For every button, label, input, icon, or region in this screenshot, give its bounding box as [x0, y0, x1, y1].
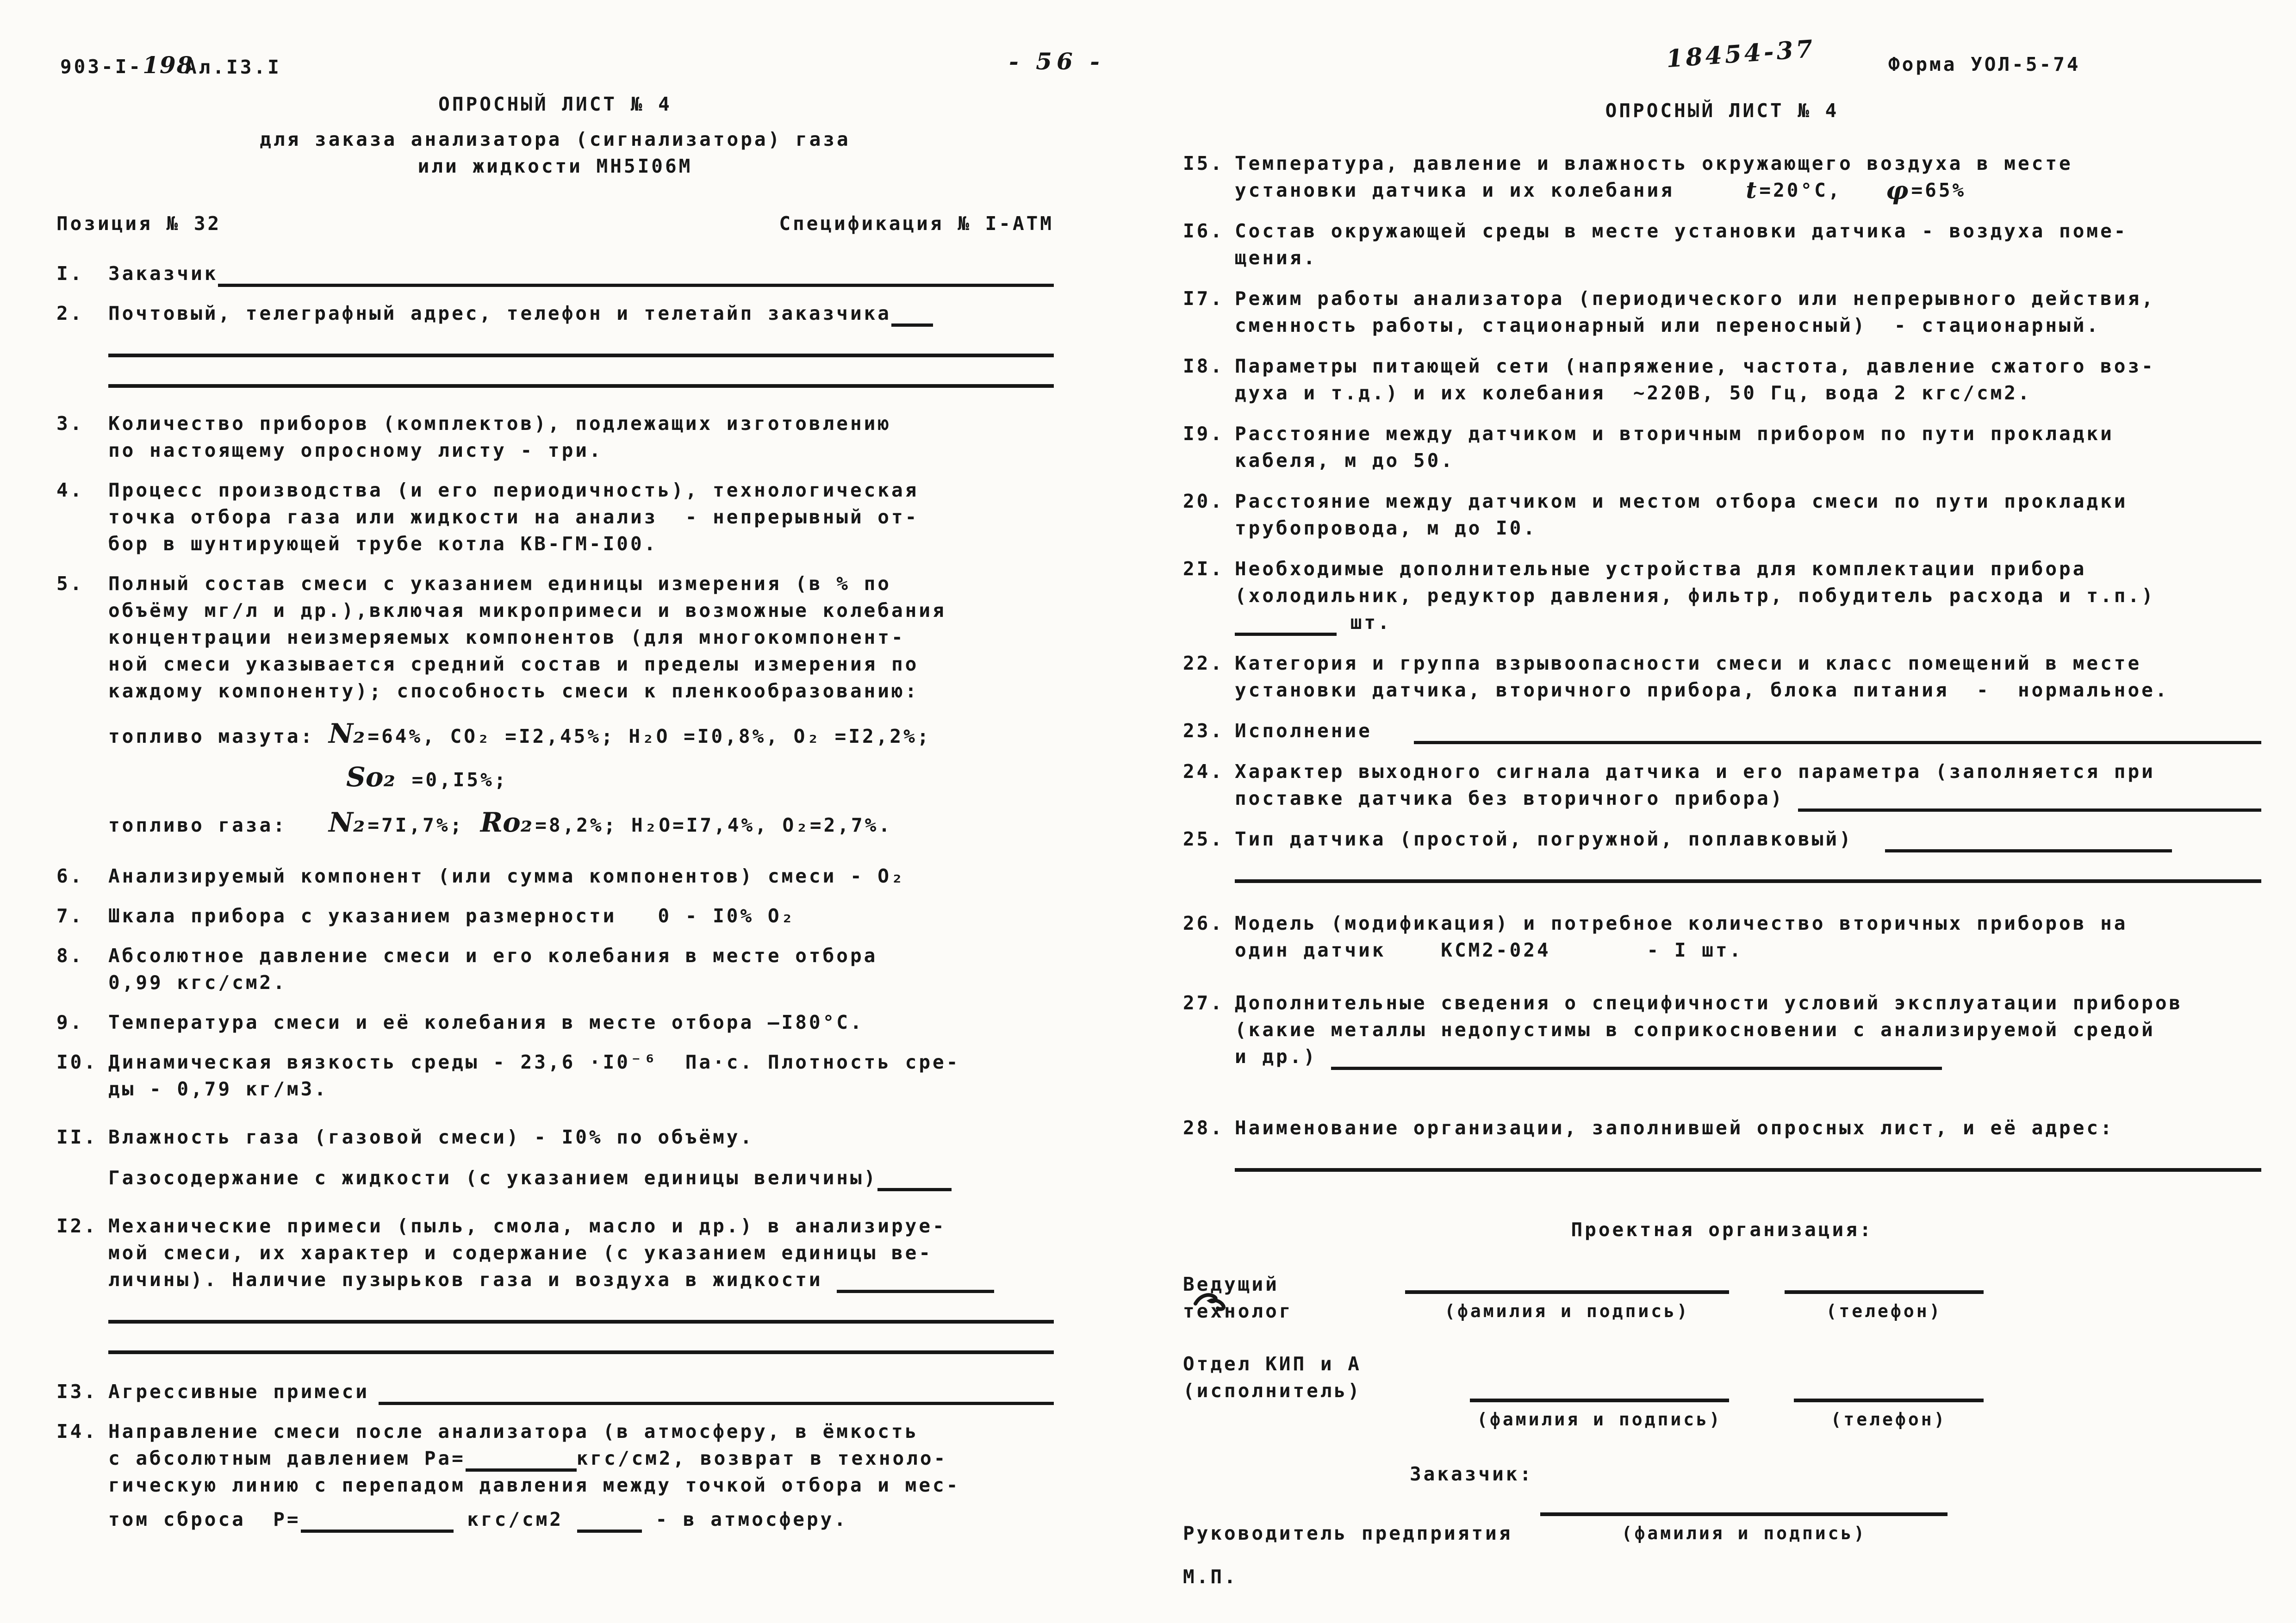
- item-number: 28.: [1183, 1117, 1225, 1139]
- fuel-gas-values-2: =8,2%; Н₂О=I7,4%, О₂=2,7%.: [535, 814, 892, 836]
- dept-label-line-1: Отдел КИП и А: [1183, 1353, 1362, 1375]
- handwritten-ro2-symbol: Rо₂: [480, 807, 533, 838]
- item-27-additional-info: [1183, 989, 2261, 1070]
- enterprise-head-label: Руководитель предприятия: [1183, 1522, 1513, 1544]
- item-5-line-5: каждому компоненту); способность смеси к пленкообразованию:: [108, 680, 919, 702]
- blank-field-pa: [466, 1447, 577, 1472]
- document-code: [60, 52, 193, 80]
- fuel-gas-label: топливо газа:: [108, 814, 287, 836]
- item-22-line-2: установки датчика, вторичного прибора, блока питания - нормальное.: [1235, 679, 2169, 701]
- item-number: 4.: [56, 479, 84, 501]
- item-14-line-4b: Р=: [273, 1508, 301, 1530]
- item-number: II.: [56, 1126, 98, 1148]
- item-15-temp-value: =20°С,: [1759, 179, 1883, 201]
- item-21-unit: шт.: [1337, 611, 1392, 634]
- item-12-line-2: мой смеси, их характер и содержание (с указанием единицы ве-: [108, 1242, 933, 1264]
- right-page-title: ОПРОСНЫЙ ЛИСТ № 4: [1605, 99, 1839, 122]
- item-14-line-4c: кгс/см2: [453, 1508, 577, 1530]
- enterprise-head-row: [1183, 1512, 2261, 1547]
- item-number: I8.: [1183, 355, 1225, 377]
- item-26-model: [1183, 910, 2261, 964]
- signature-line-name-2: [1470, 1399, 1729, 1402]
- item-3-line-2: по настоящему опросному листу - три.: [108, 439, 603, 461]
- item-15-ambient: [1183, 150, 2261, 204]
- item-13-aggressive: [56, 1378, 1054, 1405]
- item-number: 25.: [1183, 828, 1225, 850]
- item-4-line-3: бор в шунтирующей трубе котла КВ-ГМ-I00.: [108, 533, 658, 555]
- item-25-label: Тип датчика (простой, погружной, поплавковый): [1235, 828, 1867, 850]
- item-6-component: [56, 863, 1054, 889]
- item-1-label: Заказчик: [108, 262, 218, 285]
- item-number: I4.: [56, 1420, 98, 1443]
- item-number: 23.: [1183, 720, 1225, 742]
- item-7-scale: [56, 902, 1054, 929]
- item-22-line-1: Категория и группа взрывоопасности смеси и класс помещений в месте: [1235, 652, 2142, 674]
- item-4-process: [56, 477, 1054, 557]
- document-code-handwritten: 198: [143, 51, 194, 79]
- item-number: 20.: [1183, 490, 1225, 512]
- customer-title: Заказчик:: [1410, 1463, 1534, 1485]
- item-21-accessories: [1183, 555, 2261, 636]
- item-number: I9.: [1183, 423, 1225, 445]
- fuel-gas-row: [108, 809, 1054, 839]
- item-20-pipe-distance: [1183, 488, 2261, 541]
- fuel-gas-values-1: =7I,7%;: [367, 814, 478, 836]
- item-number: I2.: [56, 1215, 98, 1237]
- item-4-line-2: точка отбора газа или жидкости на анализ - непрерывный от-: [108, 506, 919, 528]
- item-8-line-2: 0,99 кгс/см2.: [108, 971, 287, 994]
- blank-line-sensor-type: [1235, 879, 2261, 883]
- design-org-title: Проектная организация:: [1571, 1219, 1873, 1241]
- handwritten-flourish-mark: [1192, 1289, 1238, 1321]
- item-14-line-2a: с абсолютным давлением Ра=: [108, 1447, 466, 1469]
- item-number: 9.: [56, 1011, 84, 1033]
- signature-line-name: [1405, 1290, 1729, 1294]
- item-18-line-2: духа и т.д.) и их колебания ~220В, 50 Гц, вода 2 кгс/см2.: [1235, 382, 2032, 404]
- item-11-text: Влажность газа (газовой смеси) - I0% по объёму.: [108, 1126, 754, 1148]
- handwritten-n2-symbol: N₂: [329, 807, 365, 838]
- item-27-line-3: и др.): [1235, 1045, 1318, 1068]
- item-18-power: [1183, 353, 2261, 406]
- item-number: I0.: [56, 1051, 98, 1073]
- handwritten-so2-symbol: Sо₂: [346, 761, 395, 793]
- item-24-line-1: Характер выходного сигнала датчика и его параметра (заполняется при: [1235, 760, 2155, 783]
- item-9-text: Температура смеси и её колебания в месте отбора —I80°С.: [108, 1011, 864, 1033]
- blank-field-signal: [1798, 787, 2261, 812]
- handwritten-t-symbol: t: [1746, 176, 1757, 204]
- handwritten-phi-symbol: φ: [1885, 175, 1909, 205]
- item-number: 2I.: [1183, 558, 1225, 580]
- item-23-label: Исполнение: [1235, 720, 1386, 742]
- blank-field-customer: [218, 262, 1054, 287]
- handwritten-n2-symbol: N₂: [329, 718, 365, 749]
- item-21-line-2: (холодильник, редуктор давления, фильтр, побудитель расхода и т.п.): [1235, 585, 2155, 607]
- fuel-so2-value: =0,I5%;: [398, 769, 508, 791]
- item-number: 24.: [1183, 760, 1225, 783]
- item-number: 27.: [1183, 992, 1225, 1014]
- handwritten-doc-number: 18454-37: [1665, 34, 1817, 74]
- item-5-line-3: концентрации неизмеряемых компонентов (для многокомпонент-: [108, 626, 905, 648]
- signature-line-phone-2: [1794, 1399, 1984, 1402]
- signature-caption-head: (фамилия и подпись): [1621, 1523, 1867, 1543]
- item-5-line-1: Полный состав смеси с указанием единицы измерения (в % по: [108, 572, 891, 595]
- blank-field-version: [1414, 720, 2261, 744]
- document-code-typed: 903-I-: [60, 56, 143, 78]
- item-18-line-1: Параметры питающей сети (напряжение, частота, давление сжатого воз-: [1235, 355, 2155, 377]
- item-12-line-1: Механические примеси (пыль, смола, масло и др.) в анализируе-: [108, 1215, 946, 1237]
- left-page-subtitle-2: или жидкости МН5I06М: [417, 155, 693, 177]
- item-number: 3.: [56, 412, 84, 435]
- blank-line-organization: [1235, 1168, 2261, 1172]
- item-17-mode: [1183, 285, 2261, 339]
- item-17-line-2: сменность работы, стационарный или переносный) - стационарный.: [1235, 314, 2101, 336]
- item-26-line-2: один датчик КСМ2-024 - I шт.: [1235, 939, 1743, 961]
- item-number: I3.: [56, 1380, 98, 1403]
- item-number: 6.: [56, 865, 84, 887]
- instrumentation-dept-row: [1183, 1350, 2261, 1433]
- signature-caption-phone-2: (телефон): [1830, 1409, 1947, 1430]
- item-15-humidity-value: =65%: [1911, 179, 1966, 201]
- item-8-pressure: [56, 942, 1054, 996]
- item-number: 22.: [1183, 652, 1225, 674]
- item-1-customer: [56, 260, 1054, 287]
- item-15-line-2: установки датчика и их колебания: [1235, 179, 1743, 201]
- item-number: I7.: [1183, 287, 1225, 310]
- item-16-environment: [1183, 218, 2261, 271]
- item-number: 26.: [1183, 912, 1225, 934]
- left-page-subtitle-1: для заказа анализатора (сигнализатора) газа: [260, 128, 851, 150]
- item-11-humidity: [56, 1124, 1054, 1191]
- blank-field-address-start: [891, 302, 933, 327]
- item-3-quantity: [56, 410, 1054, 464]
- item-number: I6.: [1183, 220, 1225, 242]
- item-14-line-1: Направление смеси после анализатора (в атмосферу, в ёмкость: [108, 1420, 919, 1443]
- item-19-cable-distance: [1183, 420, 2261, 474]
- item-2-address: [56, 300, 1054, 388]
- item-number: 2.: [56, 302, 84, 324]
- blank-line-impurities-2: [108, 1350, 1054, 1354]
- item-number: 5.: [56, 572, 84, 595]
- item-4-line-1: Процесс производства (и его периодичность), технологическая: [108, 479, 919, 501]
- item-10-line-2: ды - 0,79 кг/м3.: [108, 1078, 328, 1100]
- blank-field-p2: [577, 1508, 642, 1533]
- blank-field-impurities: [837, 1269, 994, 1293]
- item-27-line-2: (какие металлы недопустимы в соприкосновении с анализируемой средой: [1235, 1019, 2155, 1041]
- item-14-line-4a: том сброса: [108, 1508, 274, 1530]
- album-code: Ал.I3.I: [185, 56, 281, 78]
- item-7-text: Шкала прибора с указанием размерности 0 - I0% О₂: [108, 905, 796, 927]
- item-14-line-4d: - в атмосферу.: [641, 1508, 848, 1530]
- blank-field-p: [301, 1508, 454, 1533]
- signature-line-phone: [1785, 1290, 1984, 1294]
- left-page-title: ОПРОСНЫЙ ЛИСТ № 4: [438, 93, 672, 115]
- item-28-text: Наименование организации, заполнившей опросных лист, и её адрес:: [1235, 1117, 2114, 1139]
- blank-field-sensor-type: [1885, 828, 2172, 852]
- signature-line-head: [1540, 1512, 1948, 1516]
- item-17-line-1: Режим работы анализатора (периодического или непрерывного действия,: [1235, 287, 2155, 310]
- item-14-line-3: гическую линию с перепадом давления между точкой отбора и мес-: [108, 1474, 960, 1496]
- item-22-explosion-class: [1183, 650, 2261, 703]
- item-12-line-3: личины). Наличие пузырьков газа и воздуха в жидкости: [108, 1269, 823, 1291]
- item-23-version: [1183, 717, 2261, 744]
- item-19-line-1: Расстояние между датчиком и вторичным прибором по пути прокладки: [1235, 423, 2114, 445]
- item-number: 8.: [56, 945, 84, 967]
- blank-line-impurities-1: [108, 1320, 1054, 1324]
- item-number: 7.: [56, 905, 84, 927]
- item-15-line-1: Температура, давление и влажность окружающего воздуха в месте: [1235, 152, 2073, 174]
- item-26-line-1: Модель (модификация) и потребное количество вторичных приборов на: [1235, 912, 2128, 934]
- item-20-line-1: Расстояние между датчиком и местом отбора смеси по пути прокладки: [1235, 490, 2128, 512]
- position-label: Позиция № 32: [56, 212, 222, 235]
- item-10-line-1: Динамическая вязкость среды - 23,6 ·I0⁻⁶ Па·с. Плотность сре-: [108, 1051, 960, 1073]
- item-11-subtext: Газосодержание с жидкости (с указанием единицы величины): [108, 1167, 878, 1189]
- blank-field-qty: [1235, 611, 1337, 636]
- item-12-impurities: [56, 1213, 1054, 1354]
- blank-field-aggressive: [379, 1380, 1054, 1405]
- stamp-place-label: М.П.: [1183, 1566, 1238, 1588]
- item-25-sensor-type: [1183, 826, 2261, 883]
- specification-label: Спецификация № I-АТМ: [779, 212, 1054, 235]
- item-5-composition: [56, 570, 1054, 704]
- blank-field-additional: [1331, 1045, 1942, 1070]
- item-19-line-2: кабеля, м до 50.: [1235, 449, 1455, 472]
- fuel-mazut-row: [108, 720, 1054, 750]
- item-2-label: Почтовый, телеграфный адрес, телефон и телетайп заказчика: [108, 302, 891, 324]
- page-number: - 56 -: [1009, 48, 1104, 75]
- blank-line-address-1: [108, 354, 1054, 357]
- item-9-temperature: [56, 1009, 1054, 1036]
- position-spec-row: [56, 210, 1054, 237]
- lead-technologist-label: Ведущий технолог: [1183, 1273, 1293, 1322]
- fuel-mazut-label: топливо мазута:: [108, 725, 315, 747]
- item-13-label: Агрессивные примеси: [108, 1380, 369, 1403]
- fuel-so2-row: [343, 761, 1054, 793]
- item-24-output-signal: [1183, 758, 2261, 812]
- item-21-line-1: Необходимые дополнительные устройства для комплектации прибора: [1235, 558, 2087, 580]
- item-14-line-2b: кгс/см2, возврат в техноло-: [576, 1447, 948, 1469]
- signature-caption-name: (фамилия и подпись): [1444, 1301, 1690, 1321]
- form-code-label: Форма УОЛ-5-74: [1888, 53, 2081, 75]
- item-28-organization: [1183, 1114, 2261, 1172]
- item-6-text: Анализируемый компонент (или сумма компонентов) смеси - О₂: [108, 865, 905, 887]
- item-8-line-1: Абсолютное давление смеси и его колебания в месте отбора: [108, 945, 878, 967]
- item-10-viscosity: [56, 1049, 1054, 1102]
- item-24-line-2: поставке датчика без вторичного прибора): [1235, 787, 1798, 809]
- item-16-line-2: щения.: [1235, 247, 1318, 269]
- item-16-line-1: Состав окружающей среды в месте установки датчика - воздуха поме-: [1235, 220, 2128, 242]
- item-3-line-1: Количество приборов (комплектов), подлежащих изготовлению: [108, 412, 891, 435]
- right-page: [1183, 97, 2261, 1590]
- item-27-line-1: Дополнительные сведения о специфичности условий эксплуатации приборов: [1235, 992, 2183, 1014]
- item-20-line-2: трубопровода, м до I0.: [1235, 517, 1537, 539]
- blank-field-gas-content: [877, 1167, 952, 1191]
- blank-line-address-2: [108, 384, 1054, 388]
- signature-caption-phone: (телефон): [1826, 1301, 1942, 1321]
- fuel-mazut-values: =64%, СО₂ =I2,45%; Н₂О =I0,8%, О₂ =I2,2%;: [367, 725, 931, 747]
- lead-technologist-row: [1183, 1271, 2261, 1325]
- item-5-line-2: объёму мг/л и др.),включая микропримеси и возможные колебания: [108, 599, 946, 622]
- item-number: I.: [56, 262, 84, 285]
- dept-label-line-2: (исполнитель): [1183, 1380, 1362, 1402]
- signature-caption-name-2: (фамилия и подпись): [1477, 1409, 1722, 1430]
- instrumentation-dept-label: [1183, 1350, 1400, 1404]
- item-14-direction: [56, 1418, 1054, 1533]
- left-page: [56, 91, 1054, 1533]
- item-5-line-4: ной смеси указывается средний состав и пределы измерения по: [108, 653, 919, 675]
- item-number: I5.: [1183, 152, 1225, 174]
